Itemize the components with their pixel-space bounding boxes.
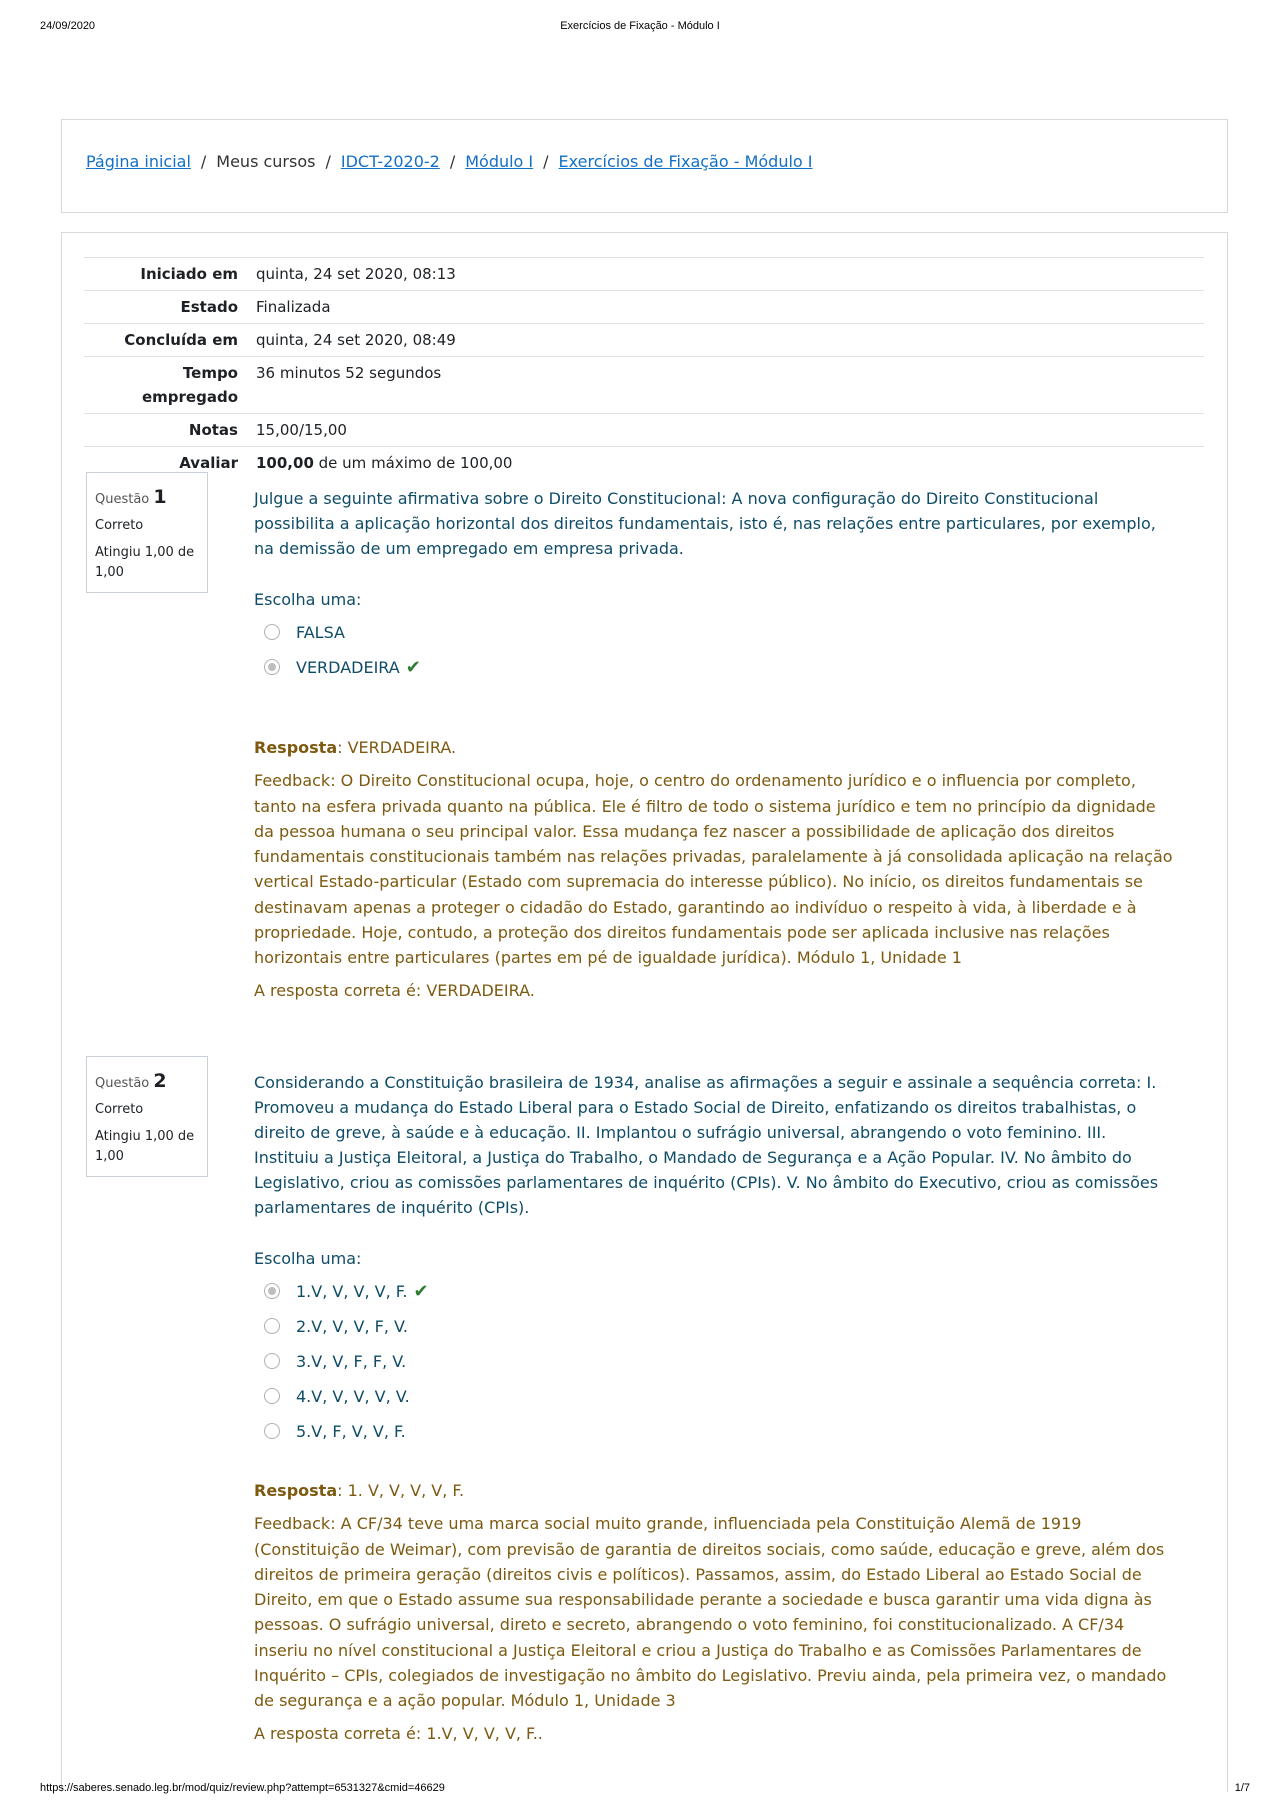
radio-button[interactable]	[264, 1353, 280, 1369]
print-date: 24/09/2020	[40, 20, 96, 32]
summary-value: Finalizada	[256, 298, 331, 316]
answer-option[interactable]	[254, 615, 1174, 650]
summary-value-grade	[250, 447, 1204, 480]
radio-button[interactable]	[264, 624, 280, 640]
grade-score: 100,00	[256, 454, 314, 472]
response-line	[254, 735, 1174, 760]
summary-row-started	[84, 258, 1204, 291]
answer-label: 4.V, V, V, V, V.	[296, 1386, 410, 1406]
question-number	[95, 483, 199, 512]
question-grade: Atingiu 1,00 de 1,00	[95, 545, 195, 580]
attempt-summary-table	[84, 257, 1204, 479]
answer-prompt: Escolha uma:	[254, 589, 362, 609]
print-title: Exercícios de Fixação - Módulo I	[560, 20, 720, 32]
question-label: Questão	[95, 492, 150, 507]
breadcrumb-my-courses: Meus cursos	[216, 152, 316, 171]
response-line	[254, 1478, 1174, 1503]
response-label: Resposta	[254, 1481, 338, 1500]
feedback-text: Feedback: O Direito Constitucional ocupa, hoje, o centro do ordenamento jurídico e o influencia por completo, tanto na esfera privada quanto na pública. Ele é filtro de todo o sistema jurídico e tem no princípio da dignidade da pessoa humana o seu principal valor. Essa mudança fez nascer a possibilidade de aplicação dos direitos fundamentais constitucionais também nas relações privadas, paralelamente à já consolidada aplicação na relação vertical Estado-particular (Estado com supremacia do interesse público). No início, os direitos fundamentais se destinavam apenas a proteger o cidadão do Estado, garantindo ao indivíduo o respeito à vida, à liberdade e à propriedade. Hoje, contudo, a proteção dos direitos fundamentais pode ser aplicada inclusive nas relações horizontais entre particulares (partes em pé de igualdade jurídica). Módulo 1, Unidade 1	[254, 771, 1173, 968]
question-text: Julgue a seguinte afirmativa sobre o Direito Constitucional: A nova configuração do Direito Constitucional possibilita a aplicação horizontal dos direitos fundamentais, isto é, nas relações entre particulares, por exemplo, na demissão de um empregado em empresa privada.	[254, 489, 1156, 558]
summary-label: Iniciado em	[140, 265, 238, 283]
breadcrumb	[86, 152, 813, 171]
answer-prompt: Escolha uma:	[254, 1248, 362, 1268]
print-url: https://saberes.senado.leg.br/mod/quiz/review.php?attempt=6531327&cmid=46629	[40, 1782, 445, 1794]
answer-label: 5.V, F, V, V, F.	[296, 1421, 406, 1441]
summary-value: quinta, 24 set 2020, 08:13	[256, 265, 456, 283]
question-number	[95, 1067, 199, 1096]
answer-option[interactable]	[254, 1414, 1174, 1449]
breadcrumb-separator: /	[449, 152, 456, 171]
breadcrumb-course-link[interactable]: IDCT-2020-2	[340, 152, 440, 171]
answer-option[interactable]	[254, 1309, 1174, 1344]
breadcrumb-quiz-link[interactable]: Exercícios de Fixação - Módulo I	[558, 152, 813, 171]
question-1-outcome	[254, 735, 1174, 1012]
answer-label: VERDADEIRA	[296, 657, 400, 677]
breadcrumb-separator: /	[325, 152, 331, 171]
question-2-body	[254, 1071, 1174, 1449]
question-number-value: 2	[153, 1070, 167, 1092]
correct-check-icon: ✔	[405, 656, 421, 678]
question-number-value: 1	[153, 486, 167, 508]
radio-button-selected[interactable]	[264, 1283, 280, 1299]
summary-label-time	[84, 357, 250, 414]
question-info-box	[86, 1056, 208, 1177]
summary-label-line1: Tempo	[182, 364, 238, 382]
question-state: Correto	[95, 1101, 144, 1117]
print-page-number: 1/7	[1234, 1782, 1250, 1794]
response-value: : VERDADEIRA.	[337, 738, 457, 757]
radio-button-selected[interactable]	[264, 659, 280, 675]
response-label: Resposta	[254, 738, 338, 757]
correct-answer-text: A resposta correta é: 1.V, V, V, V, F..	[254, 1724, 543, 1744]
answer-options	[254, 1274, 1174, 1449]
question-grade: Atingiu 1,00 de 1,00	[95, 1129, 195, 1164]
radio-button[interactable]	[264, 1388, 280, 1404]
correct-answer-text: A resposta correta é: VERDADEIRA.	[254, 981, 535, 1001]
summary-label: Concluída em	[124, 331, 238, 349]
question-text: Considerando a Constituição brasileira de 1934, analise as afirmações a seguir e assinale a sequência correta: I. Promoveu a mudança do Estado Liberal para o Estado Social de Direito, enfatizando os direitos trabalhistas, o direito de greve, à saúde e à educação. II. Implantou o sufrágio universal, abrangendo o voto feminino. III. Instituiu a Justiça Eleitoral, a Justiça do Trabalho, o Mandado de Segurança e a Ação Popular. IV. No âmbito do Legislativo, criou as comissões parlamentares de inquérito (CPIs). V. No âmbito do Executivo, criou as comissões parlamentares de inquérito (CPIs).	[254, 1073, 1159, 1217]
radio-button[interactable]	[264, 1423, 280, 1439]
grade-max: de um máximo de 100,00	[313, 454, 513, 472]
print-header	[0, 20, 1280, 40]
answer-option[interactable]	[254, 1274, 1174, 1309]
breadcrumb-separator: /	[543, 152, 549, 171]
breadcrumb-separator: /	[200, 152, 207, 171]
breadcrumb-module-link[interactable]: Módulo I	[465, 152, 534, 171]
answer-option[interactable]	[254, 1344, 1174, 1379]
question-1-body	[254, 487, 1174, 685]
breadcrumb-card	[61, 119, 1228, 213]
print-footer	[0, 1782, 1280, 1802]
answer-option[interactable]	[254, 650, 1174, 685]
question-state: Correto	[95, 517, 144, 533]
summary-row-completed	[84, 324, 1204, 357]
question-2-outcome	[254, 1478, 1174, 1755]
answer-label: FALSA	[296, 622, 345, 642]
summary-row-grade	[84, 447, 1204, 480]
correct-check-icon: ✔	[413, 1280, 429, 1302]
summary-row-state	[84, 291, 1204, 324]
answer-label: 1.V, V, V, V, F.	[296, 1281, 408, 1301]
answer-options	[254, 615, 1174, 685]
summary-label: Estado	[180, 298, 238, 316]
question-label: Questão	[95, 1076, 150, 1091]
breadcrumb-home-link[interactable]: Página inicial	[86, 152, 191, 171]
quiz-review-card	[61, 232, 1228, 1792]
answer-label: 2.V, V, V, F, V.	[296, 1316, 408, 1336]
response-value: : 1. V, V, V, V, F.	[337, 1481, 465, 1500]
feedback-text: Feedback: A CF/34 teve uma marca social muito grande, influenciada pela Constituição Alemã de 1919 (Constituição de Weimar), com previsão de garantia de direitos sociais, como saúde, educação e greve, além dos direitos de primeira geração (direitos civis e políticos). Passamos, assim, do Estado Liberal ao Estado Social de Direito, em que o Estado assume sua responsabilidade perante a sociedade e busca garantir uma vida digna às pessoas. O sufrágio universal, direto e secreto, abrangendo o voto feminino, foi constitucionalizado. A CF/34 inseriu no nível constitucional a Justiça Eleitoral e criou a Justiça do Trabalho e as Comissões Parlamentares de Inquérito – CPIs, colegiados de investigação no âmbito do Legislativo. Previu ainda, pela primeira vez, o mandado de segurança e a ação popular. Módulo 1, Unidade 3	[254, 1514, 1167, 1711]
summary-label: Notas	[188, 421, 238, 439]
answer-option[interactable]	[254, 1379, 1174, 1414]
summary-value: 36 minutos 52 segundos	[256, 364, 442, 382]
summary-label-line2: empregado	[141, 388, 238, 406]
question-info-box	[86, 472, 208, 593]
summary-label: Avaliar	[179, 454, 238, 472]
summary-value: 15,00/15,00	[256, 421, 347, 439]
radio-button[interactable]	[264, 1318, 280, 1334]
summary-row-marks	[84, 414, 1204, 447]
summary-row-time	[84, 357, 1204, 414]
answer-label: 3.V, V, F, F, V.	[296, 1351, 407, 1371]
summary-value: quinta, 24 set 2020, 08:49	[256, 331, 456, 349]
